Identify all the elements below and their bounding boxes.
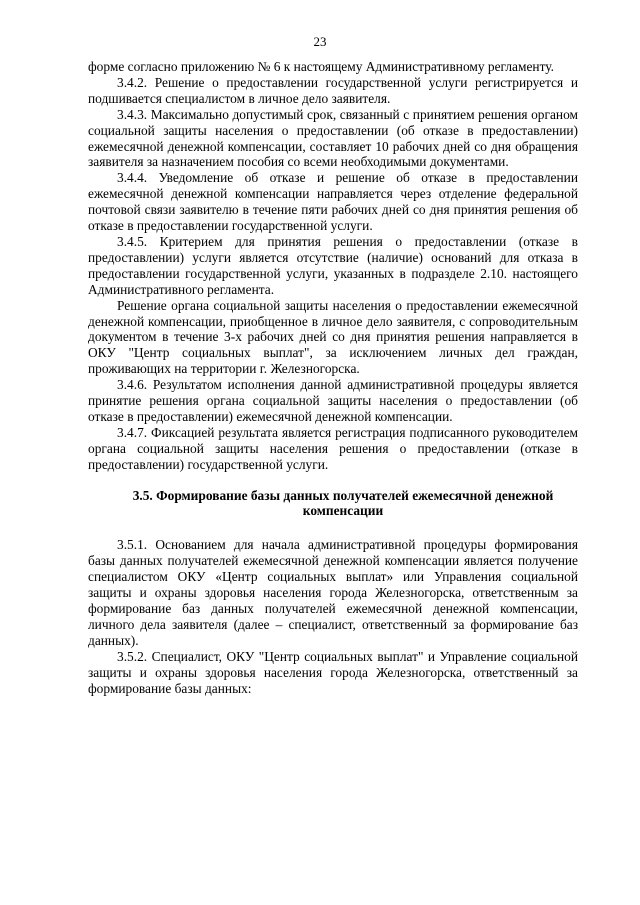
paragraph-3-4-3: 3.4.3. Максимально допустимый срок, связанный с принятием решения органом социальной защиты населения о предоставлении (об отказе в предоставлении) ежемесячной денежной компенсации, составляет 10 рабочих дней со дня обращения заявителя за назначением пособия со всеми необходимыми документами. bbox=[88, 106, 578, 170]
section-heading-3-5: 3.5. Формирование базы данных получателей ежемесячной денежной компенсации bbox=[132, 487, 554, 519]
paragraph-3-5-1: 3.5.1. Основанием для начала административной процедуры формирования базы данных получателей ежемесячной денежной компенсации является получение специалистом ОКУ «Центр социальных выплат» или Управления социальной защиты и охраны здоровья населения города Железногорска, ответственным за формирование баз данных получателей ежемесячной денежной компенсации, личного дела заявителя (далее – специалист, ответственный за формирование баз данных). bbox=[88, 537, 578, 648]
paragraph-3-4-4: 3.4.4. Уведомление об отказе и решение об отказе в предоставлении ежемесячной денежной компенсации направляется через отделение федеральной почтовой связи заявителю в течение пяти рабочих дней со дня принятия решения об отказе в предоставлении государственной услуги. bbox=[88, 170, 578, 234]
paragraph-3-4-6: 3.4.6. Результатом исполнения данной административной процедуры является принятие решения органа социальной защиты населения о предоставлении (об отказе в предоставлении) ежемесячной денежной компенсации. bbox=[88, 377, 578, 424]
paragraph-3-5-2: 3.5.2. Специалист, ОКУ "Центр социальных выплат" и Управление социальной защиты и охраны здоровья населения города Железногорска, ответственный за формирование базы данных: bbox=[88, 648, 578, 696]
paragraph-3-4-5: 3.4.5. Критерием для принятия решения о предоставлении (отказе в предоставлении) услуги является отсутствие (наличие) оснований для отказа в предоставлении государственной услуги, указанных в подразделе 2.10. настоящего Административного регламента. bbox=[88, 233, 578, 297]
document-body bbox=[88, 59, 578, 696]
paragraph-3-4-7: 3.4.7. Фиксацией результата является регистрация подписанного руководителем органа социальной защиты населения решения о предоставлении (отказе в предоставлении) государственной услуги. bbox=[88, 424, 578, 472]
paragraph-decision-transfer: Решение органа социальной защиты населения о предоставлении ежемесячной денежной компенсации, приобщенное в личное дело заявителя, с сопроводительным документом в течение 3-х рабочих дней со дня принятия решения направляется в ОКУ "Центр социальных выплат", за исключением личных дел граждан, проживающих на территории г. Железногорска. bbox=[88, 297, 578, 377]
paragraph-continuation: форме согласно приложению № 6 к настоящему Административному регламенту. bbox=[88, 59, 554, 74]
page-number: 23 bbox=[313, 34, 327, 49]
paragraph-3-4-2: 3.4.2. Решение о предоставлении государственной услуги регистрируется и подшивается специалистом в личное дело заявителя. bbox=[88, 74, 578, 106]
